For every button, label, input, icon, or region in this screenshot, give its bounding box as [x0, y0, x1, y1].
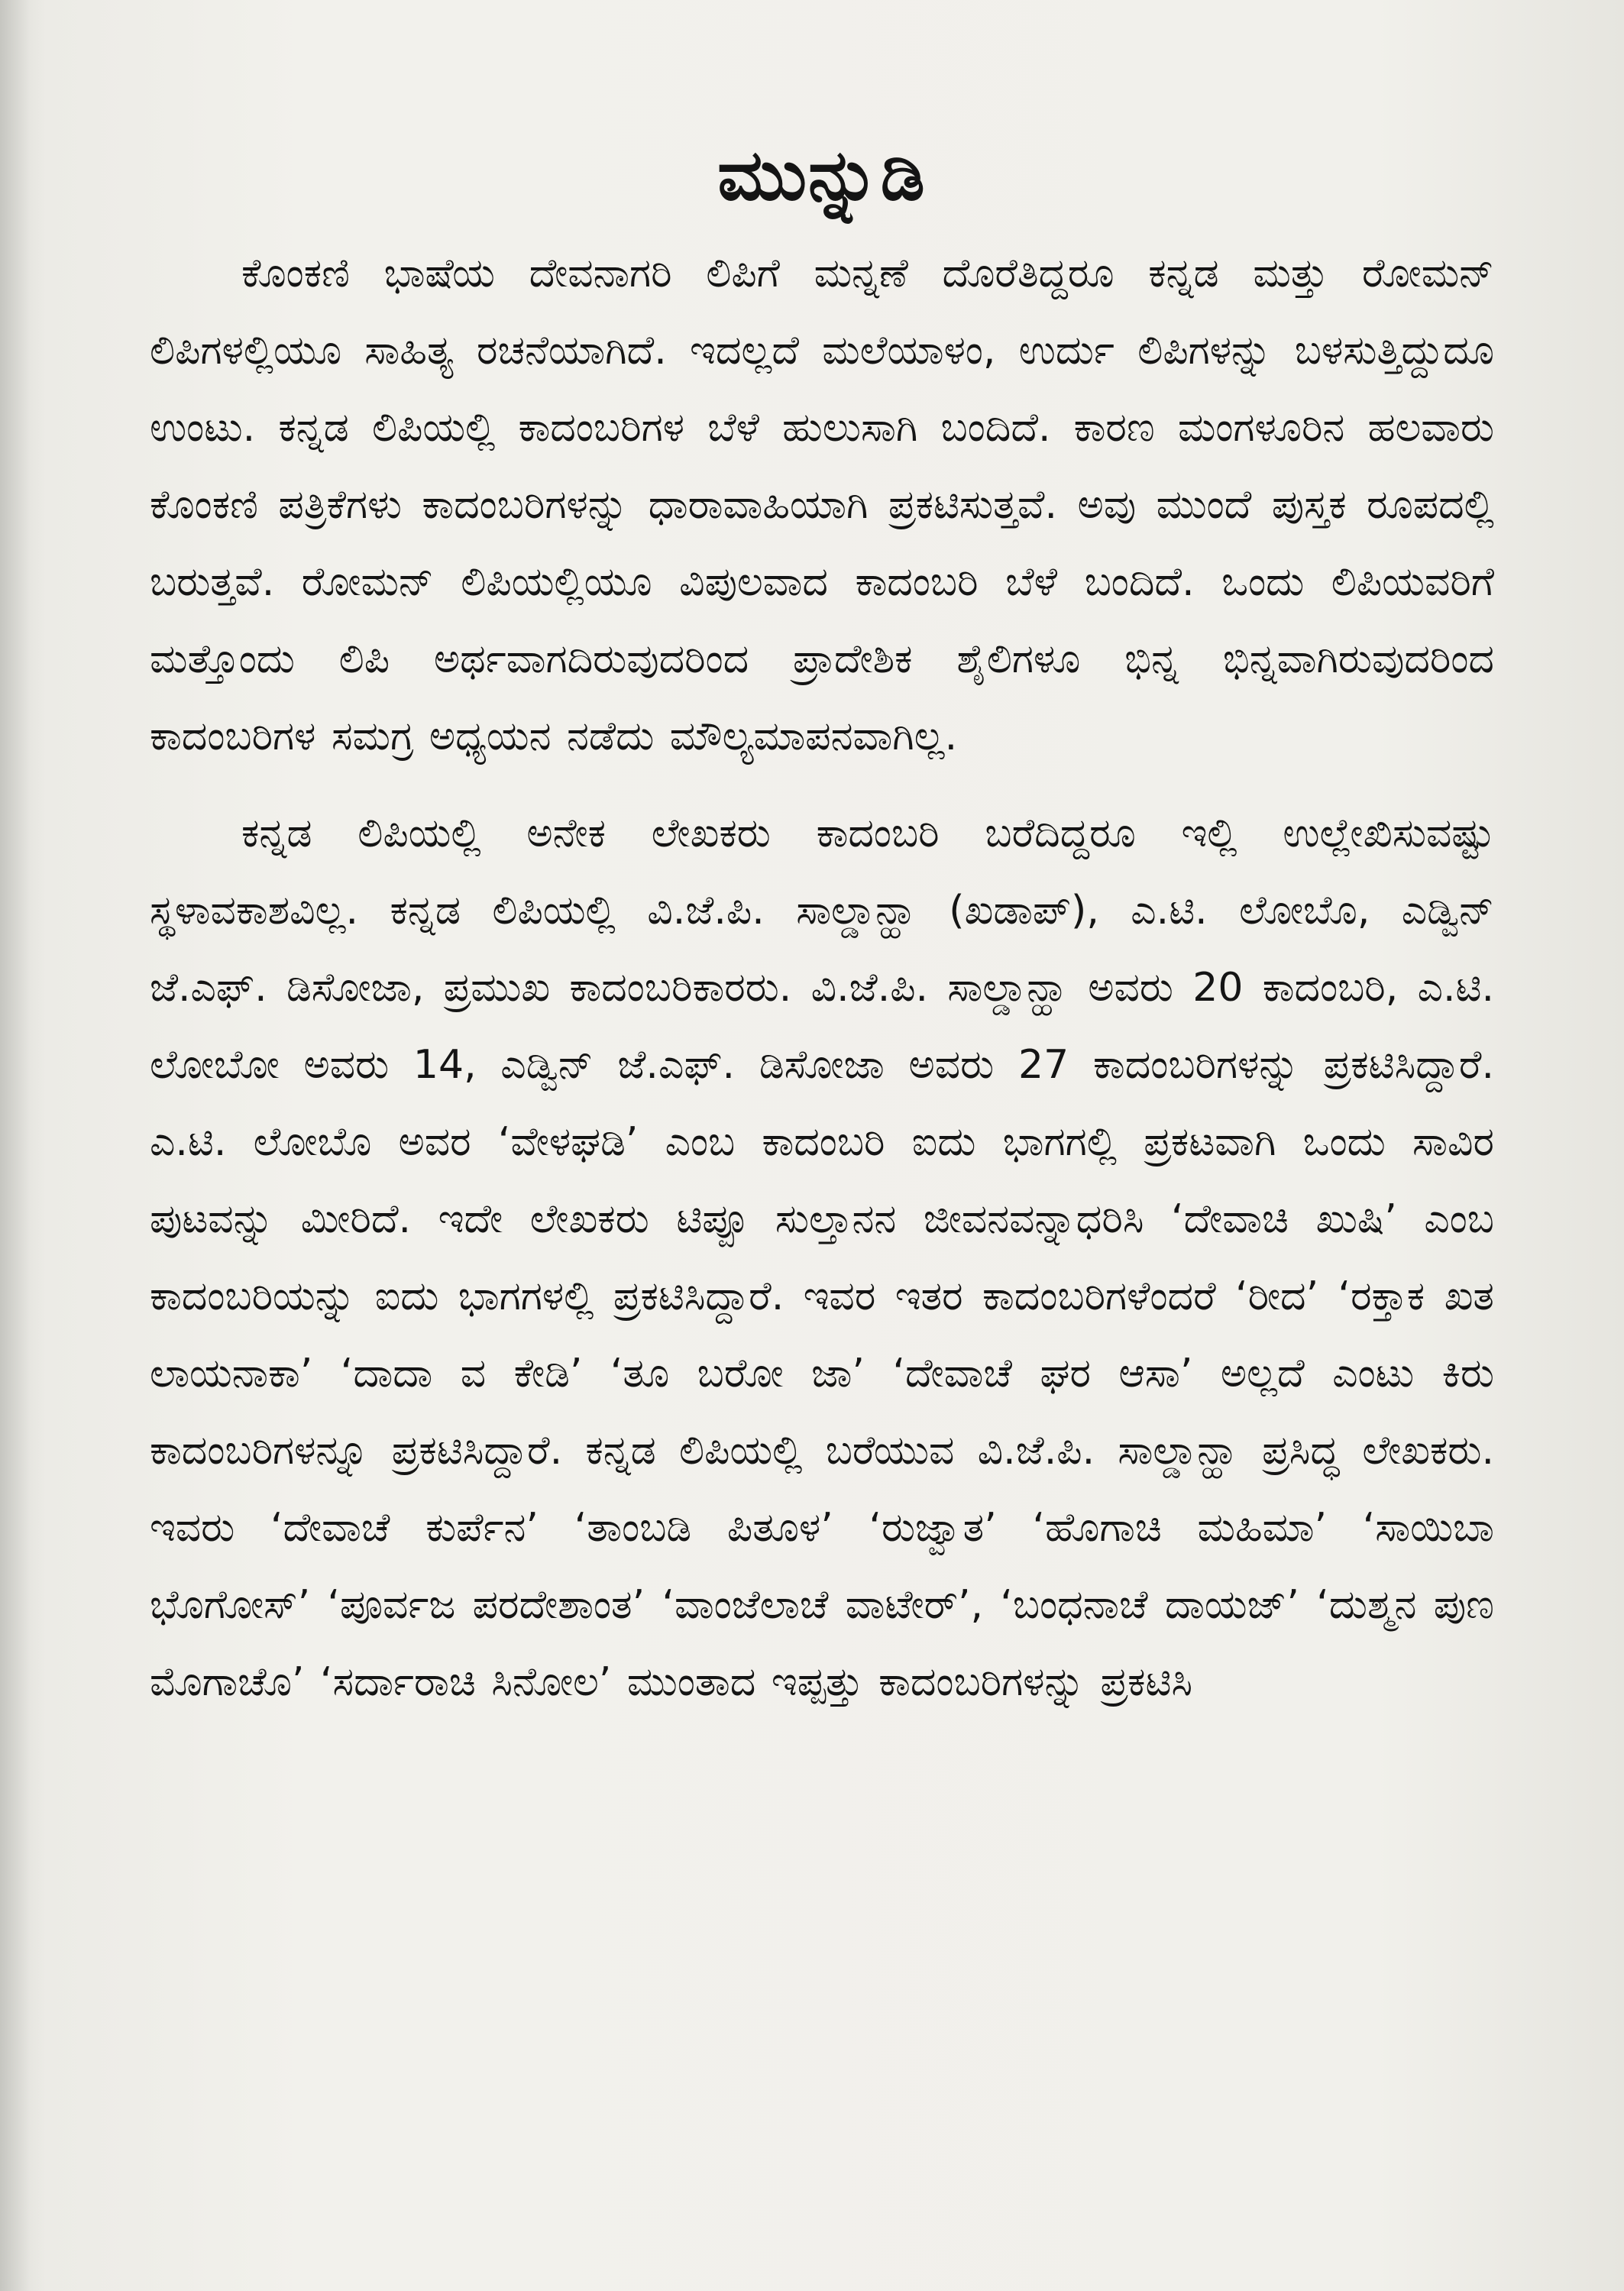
page-content: [150, 130, 1494, 1721]
page-title: ಮುನ್ನುಡಿ: [717, 134, 927, 216]
paragraph-1-text: ಕೊಂಕಣಿ ಭಾಷೆಯ ದೇವನಾಗರಿ ಲಿಪಿಗೆ ಮನ್ನಣೆ ದೊರೆತಿದ್ದರೂ ಕನ್ನಡ ಮತ್ತು ರೋಮನ್ ಲಿಪಿಗಳಲ್ಲಿಯೂ ಸಾಹಿತ್ಯ ರಚನೆಯಾಗಿದೆ. ಇದಲ್ಲದೆ ಮಲೆಯಾಳಂ, ಉರ್ದು ಲಿಪಿಗಳನ್ನು ಬಳಸುತ್ತಿದ್ದುದೂ ಉಂಟು. ಕನ್ನಡ ಲಿಪಿಯಲ್ಲಿ ಕಾದಂಬರಿಗಳ ಬೆಳೆ ಹುಲುಸಾಗಿ ಬಂದಿದೆ. ಕಾರಣ ಮಂಗಳೂರಿನ ಹಲವಾರು ಕೊಂಕಣಿ ಪತ್ರಿಕೆಗಳು ಕಾದಂಬರಿಗಳನ್ನು ಧಾರಾವಾಹಿಯಾಗಿ ಪ್ರಕಟಿಸುತ್ತವೆ. ಅವು ಮುಂದೆ ಪುಸ್ತಕ ರೂಪದಲ್ಲಿ ಬರುತ್ತವೆ. ರೋಮನ್ ಲಿಪಿಯಲ್ಲಿಯೂ ವಿಪುಲವಾದ ಕಾದಂಬರಿ ಬೆಳೆ ಬಂದಿದೆ. ಒಂದು ಲಿಪಿಯವರಿಗೆ ಮತ್ತೊಂದು ಲಿಪಿ ಅರ್ಥವಾಗದಿರುವುದರಿಂದ ಪ್ರಾದೇಶಿಕ ಶೈಲಿಗಳೂ ಭಿನ್ನ ಭಿನ್ನವಾಗಿರುವುದರಿಂದ ಕಾದಂಬರಿಗಳ ಸಮಗ್ರ ಅಧ್ಯಯನ ನಡೆದು ಮೌಲ್ಯಮಾಪನವಾಗಿಲ್ಲ.: [150, 251, 1494, 759]
page-gutter-shadow: [0, 0, 31, 2291]
paragraph-2-text: ಕನ್ನಡ ಲಿಪಿಯಲ್ಲಿ ಅನೇಕ ಲೇಖಕರು ಕಾದಂಬರಿ ಬರೆದಿದ್ದರೂ ಇಲ್ಲಿ ಉಲ್ಲೇಖಿಸುವಷ್ಟು ಸ್ಥಳಾವಕಾಶವಿಲ್ಲ. ಕನ್ನಡ ಲಿಪಿಯಲ್ಲಿ ವಿ.ಜೆ.ಪಿ. ಸಾಲ್ಡಾನ್ಹಾ (ಖಡಾಪ್), ಎ.ಟಿ. ಲೋಬೊ, ಎಡ್ವಿನ್ ಜೆ.ಎಫ್. ಡಿಸೋಜಾ, ಪ್ರಮುಖ ಕಾದಂಬರಿಕಾರರು. ವಿ.ಜೆ.ಪಿ. ಸಾಲ್ಡಾನ್ಹಾ ಅವರು 20 ಕಾದಂಬರಿ, ಎ.ಟಿ. ಲೋಬೋ ಅವರು 14, ಎಡ್ವಿನ್ ಜೆ.ಎಫ್. ಡಿಸೋಜಾ ಅವರು 27 ಕಾದಂಬರಿಗಳನ್ನು ಪ್ರಕಟಿಸಿದ್ದಾರೆ. ಎ.ಟಿ. ಲೋಬೊ ಅವರ ‘ವೇಳಘಡಿ’ ಎಂಬ ಕಾದಂಬರಿ ಐದು ಭಾಗಗಲ್ಲಿ ಪ್ರಕಟವಾಗಿ ಒಂದು ಸಾವಿರ ಪುಟವನ್ನು ಮೀರಿದೆ. ಇದೇ ಲೇಖಕರು ಟಿಪ್ಪೂ ಸುಲ್ತಾನನ ಜೀವನವನ್ನಾಧರಿಸಿ ‘ದೇವಾಚಿ ಖುಷಿ’ ಎಂಬ ಕಾದಂಬರಿಯನ್ನು ಐದು ಭಾಗಗಳಲ್ಲಿ ಪ್ರಕಟಿಸಿದ್ದಾರೆ. ಇವರ ಇತರ ಕಾದಂಬರಿಗಳೆಂದರೆ ‘ರೀದ’ ‘ರಕ್ತಾಕ ಖತ ಲಾಯನಾಕಾ’ ‘ದಾದಾ ವ ಕೇಡಿ’ ‘ತೂ ಬರೋ ಜಾ’ ‘ದೇವಾಚೆ ಘರ ಆಸಾ’ ಅಲ್ಲದೆ ಎಂಟು ಕಿರು ಕಾದಂಬರಿಗಳನ್ನೂ ಪ್ರಕಟಿಸಿದ್ದಾರೆ. ಕನ್ನಡ ಲಿಪಿಯಲ್ಲಿ ಬರೆಯುವ ವಿ.ಜೆ.ಪಿ. ಸಾಲ್ಡಾನ್ಹಾ ಪ್ರಸಿದ್ಧ ಲೇಖಕರು. ಇವರು ‘ದೇವಾಚೆ ಕುರ್ಪೆನ’ ‘ತಾಂಬಡಿ ಪಿತೂಳ’ ‘ರುಜ್ವಾತ’ ‘ಹೊಗಾಚಿ ಮಹಿಮಾ’ ‘ಸಾಯಿಬಾ ಭೊಗೋಸ್’ ‘ಪೂರ್ವಜ ಪರದೇಶಾಂತ’ ‘ವಾಂಜೆಲಾಚೆ ವಾಟೇರ್’, ‘ಬಂಧನಾಚೆ ದಾಯಜ್’ ‘ದುಶ್ಮನ ಪುಣ ಮೊಗಾಚೊ’ ‘ಸರ್ದಾರಾಚಿ ಸಿನೋಲ’ ಮುಂತಾದ ಇಪ್ಪತ್ತು ಕಾದಂಬರಿಗಳನ್ನು ಪ್ರಕಟಿಸಿ: [150, 811, 1494, 1705]
paragraph-2: [150, 795, 1494, 1721]
paragraph-1: [150, 235, 1494, 775]
